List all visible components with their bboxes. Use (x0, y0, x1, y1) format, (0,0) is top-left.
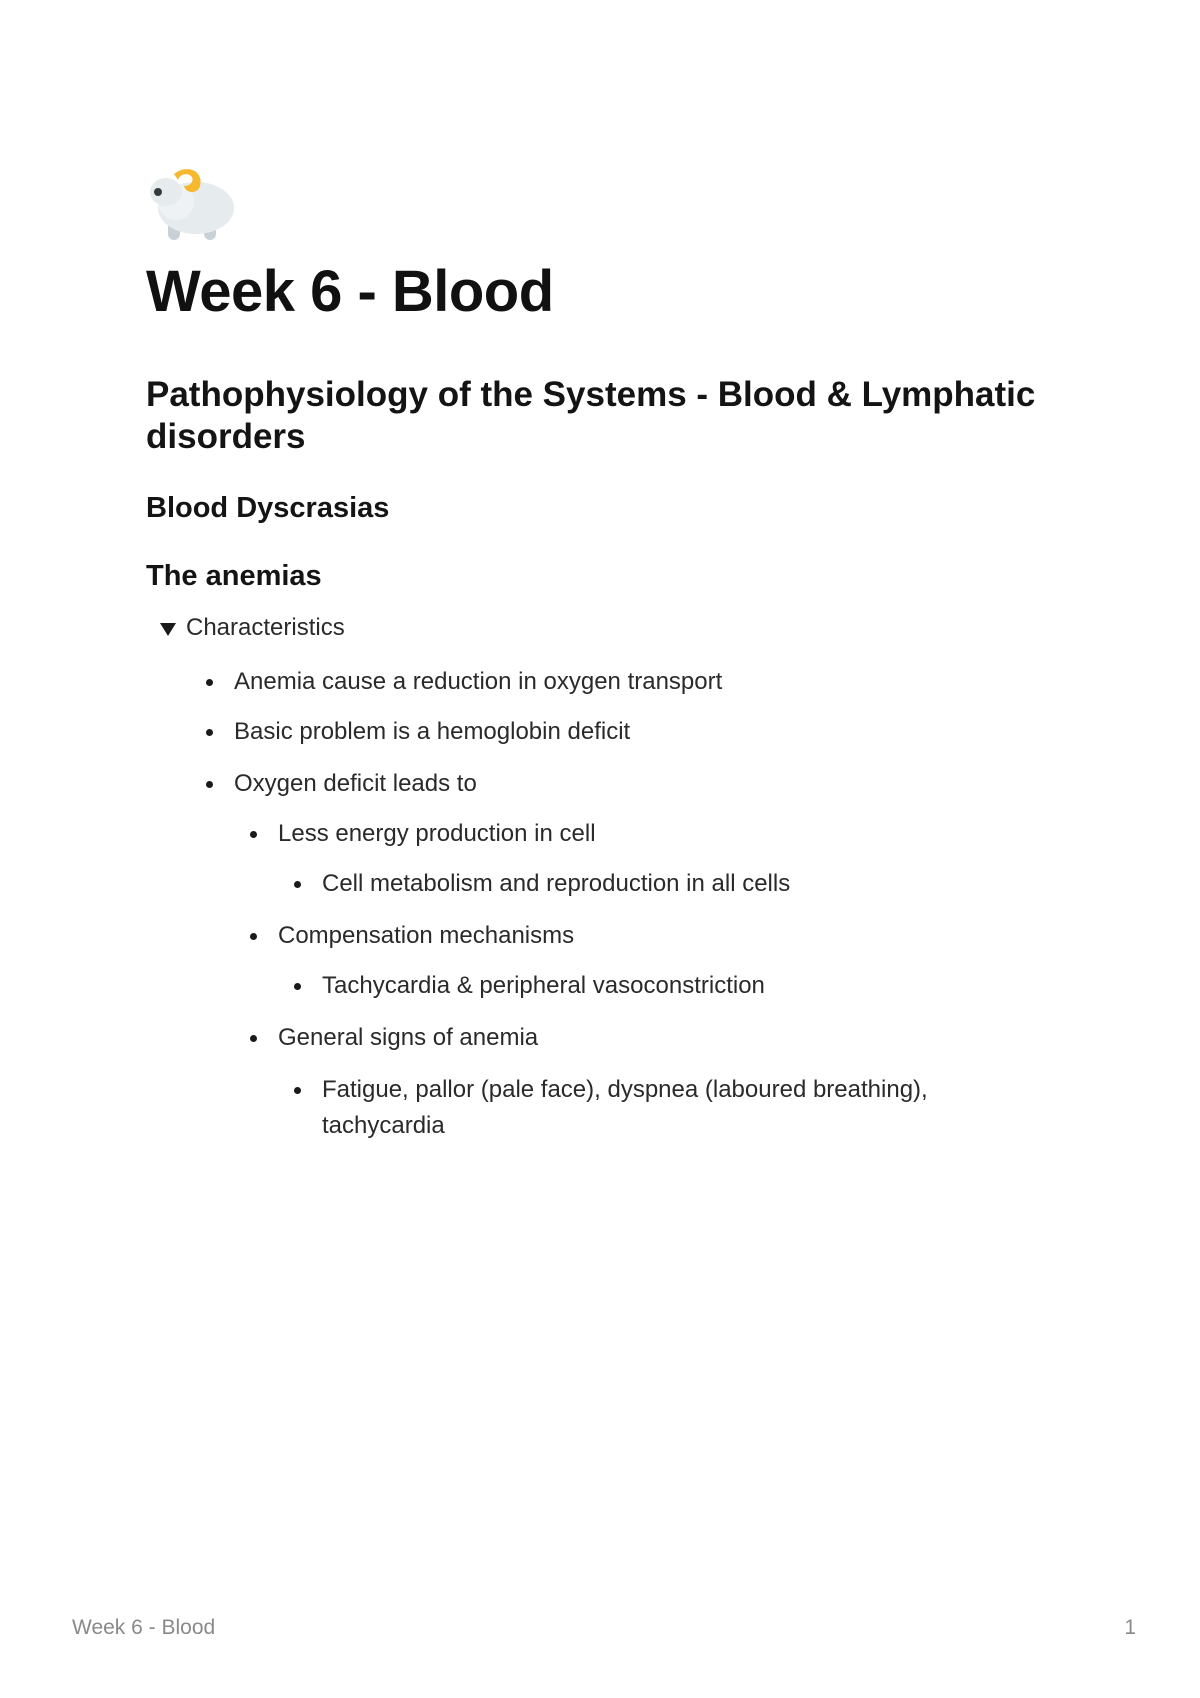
list-item-text: Compensation mechanisms (278, 922, 575, 949)
section-heading: Pathophysiology of the Systems - Blood & Lymphatic disorders (146, 375, 1036, 456)
list-item-text: Fatigue, pallor (pale face), dyspnea (laboured breathing), tachycardia (322, 1076, 928, 1139)
list-item (278, 1020, 538, 1056)
list-item-text: General signs of anemia (278, 1024, 539, 1051)
list-item (322, 866, 790, 902)
list-item-text: Oxygen deficit leads to (234, 770, 477, 797)
list-item-text: Anemia cause a reduction in oxygen transport (234, 668, 723, 695)
bullet-icon (294, 983, 301, 990)
page-number: 1 (1124, 1616, 1136, 1639)
toggle-label: Characteristics (186, 614, 345, 641)
bullet-icon (206, 729, 213, 736)
bullet-icon (294, 881, 301, 888)
list-item-text: Basic problem is a hemoglobin deficit (234, 718, 631, 745)
footer-title: Week 6 - Blood (72, 1616, 216, 1639)
page-title: Week 6 - Blood (146, 259, 554, 324)
list-item (234, 664, 722, 700)
toggle-characteristics[interactable] (160, 612, 345, 644)
list-item (322, 968, 765, 1004)
ram-emoji-icon (146, 162, 236, 246)
bullet-icon (250, 933, 257, 940)
list-item (278, 918, 574, 954)
list-item-text: Cell metabolism and reproduction in all cells (322, 870, 791, 897)
list-item (234, 714, 630, 750)
list-item-text: Tachycardia & peripheral vasoconstriction (322, 972, 765, 999)
bullet-icon (250, 1035, 257, 1042)
bullet-icon (250, 831, 257, 838)
toggle-triangle-down-icon[interactable] (160, 623, 176, 636)
subheading-the-anemias: The anemias (146, 560, 322, 592)
list-item (322, 1072, 1002, 1144)
list-item (234, 766, 477, 802)
subheading-blood-dyscrasias: Blood Dyscrasias (146, 492, 390, 524)
list-item (278, 816, 596, 852)
bullet-icon (294, 1087, 301, 1094)
bullet-icon (206, 781, 213, 788)
bullet-icon (206, 679, 213, 686)
list-item-text: Less energy production in cell (278, 820, 596, 847)
